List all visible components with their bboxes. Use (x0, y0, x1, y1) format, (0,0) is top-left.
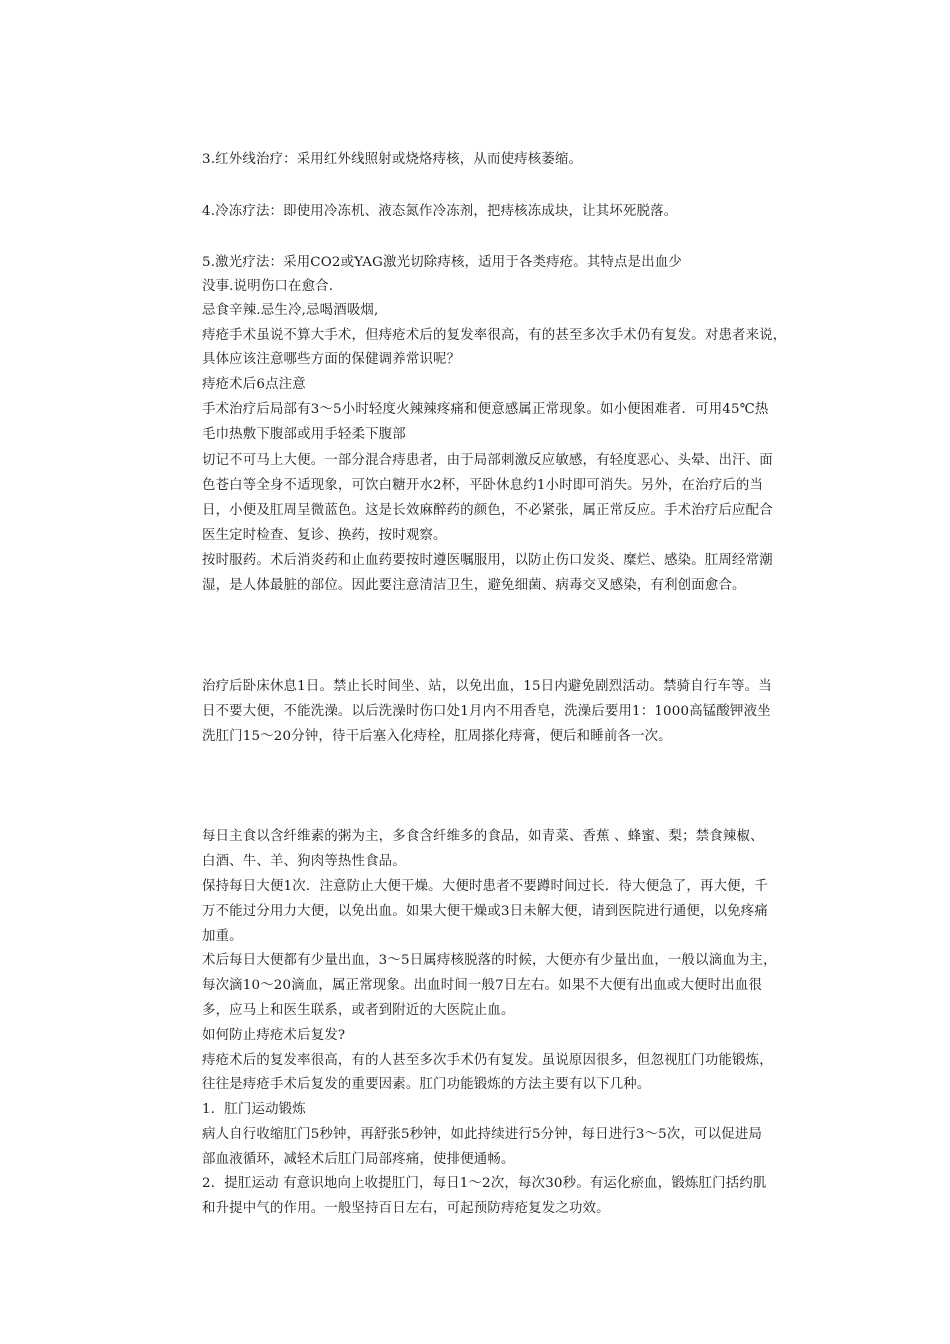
text-line: 没事.说明伤口在愈合. (202, 279, 334, 294)
text-line: 术后每日大便都有少量出血，3～5日属痔核脱落的时候，大便亦有少量出血，一般以滴血为主， (202, 953, 777, 968)
text-line: 色苍白等全身不适现象，可饮白糖开水2杯，平卧休息约1小时即可消失。另外，在治疗后的当 (202, 478, 764, 493)
text-line: 病人自行收缩肛门5秒钟，再舒张5秒钟，如此持续进行5分钟，每日进行3～5次，可以促进局 (202, 1127, 763, 1142)
list-item-heading: 1．肛门运动锻炼 (202, 1102, 306, 1117)
text-line: 日，小便及肛周呈微蓝色。这是长效麻醉药的颜色，不必紧张，属正常反应。手术治疗后应配合 (202, 503, 773, 518)
text-line: 痔疮手术虽说不算大手术，但痔疮术后的复发率很高，有的甚至多次手术仍有复发。对患者来说， (202, 328, 787, 343)
text-line: 治疗后卧床休息1日。禁止长时间坐、站，以免出血，15日内避免剧烈活动。禁骑自行车等。当 (202, 679, 772, 694)
text-line: 医生定时检查、复诊、换药，按时观察。 (202, 528, 447, 543)
section-heading: 痔疮术后6点注意 (202, 377, 306, 392)
text-line: 万不能过分用力大便，以免出血。如果大便干燥或3日未解大便，请到医院进行通便，以免疼痛 (202, 904, 768, 919)
text-line: 手术治疗后局部有3～5小时轻度火辣辣疼痛和便意感属正常现象。如小便困难者．可用45℃热 (202, 402, 769, 417)
text-line: 按时服药。术后消炎药和止血药要按时遵医嘱服用，以防止伤口发炎、糜烂、感染。肛周经常潮 (202, 553, 773, 568)
text-line: 和升提中气的作用。一般坚持百日左右，可起预防痔疮复发之功效。 (202, 1201, 610, 1216)
text-line: 部血液循环，减轻术后肛门局部疼痛，使排便通畅。 (202, 1152, 515, 1167)
text-line: 湿，是人体最脏的部位。因此要注意清洁卫生，避免细菌、病毒交叉感染，有利创面愈合。 (202, 578, 746, 593)
list-item-heading: 2．提肛运动 有意识地向上收提肛门，每日1～2次，每次30秒。有运化瘀血，锻炼肛门括约肌 (202, 1176, 767, 1191)
text-line: 每次滴10～20滴血，属正常现象。出血时间一般7日左右。如果不大便有出血或大便时出血很 (202, 978, 763, 993)
text-line: 洗肛门15～20分钟，待干后塞入化痔栓，肛周搽化痔膏，便后和睡前各一次。 (202, 729, 672, 744)
section-heading: 如何防止痔疮术后复发? (202, 1028, 346, 1043)
text-line: 4.冷冻疗法：即使用冷冻机、液态氮作冷冻剂，把痔核冻成块，让其坏死脱落。 (202, 204, 678, 219)
text-line: 痔疮术后的复发率很高，有的人甚至多次手术仍有复发。虽说原因很多，但忽视肛门功能锻炼， (202, 1053, 773, 1068)
text-line: 日不要大便，不能洗澡。以后洗澡时伤口处1月内不用香皂，洗澡后要用1：1000高锰酸钾液坐 (202, 704, 771, 719)
text-line: 忌食辛辣.忌生冷,忌喝酒吸烟, (202, 303, 379, 318)
text-line: 往往是痔疮手术后复发的重要因素。肛门功能锻炼的方法主要有以下几种。 (202, 1077, 651, 1092)
text-line: 多，应马上和医生联系，或者到附近的大医院止血。 (202, 1003, 515, 1018)
text-line: 保持每日大便1次．注意防止大便干燥。大便时患者不要蹲时间过长．待大便急了，再大便，千 (202, 879, 768, 894)
text-line: 毛巾热敷下腹部或用手轻柔下腹部 (202, 427, 406, 442)
text-line: 切记不可马上大便。一部分混合痔患者，由于局部刺激反应敏感，有轻度恶心、头晕、出汗、面 (202, 453, 773, 468)
text-line: 白酒、牛、羊、狗肉等热性食品。 (202, 854, 406, 869)
text-line: 3.红外线治疗：采用红外线照射或烧烙痔核，从而使痔核萎缩。 (202, 152, 583, 167)
text-line: 5.激光疗法：采用CO2或YAG激光切除痔核，适用于各类痔疮。其特点是出血少 (202, 255, 683, 270)
text-line: 具体应该注意哪些方面的保健调养常识呢？ (202, 352, 461, 367)
text-line: 每日主食以含纤维素的粥为主，多食含纤维多的食品，如青菜、香蕉 、蜂蜜、梨；禁食辣椒、 (202, 829, 764, 844)
text-line: 加重。 (202, 929, 243, 944)
